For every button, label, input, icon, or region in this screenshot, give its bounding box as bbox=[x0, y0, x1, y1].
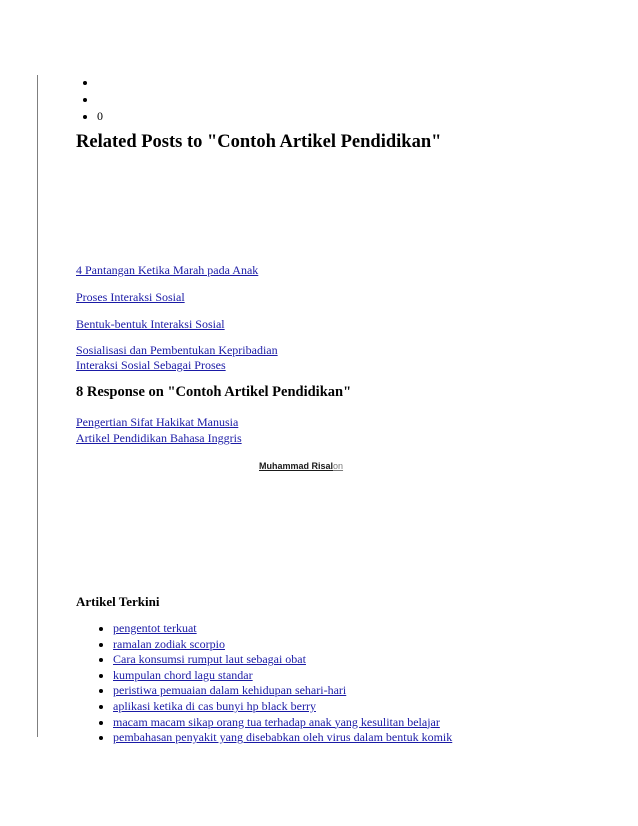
recent-article-link[interactable]: Cara konsumsi rumput laut sebagai obat bbox=[113, 652, 306, 667]
list-item bbox=[113, 683, 452, 699]
comment-count: • 0 bbox=[97, 108, 103, 125]
list-item bbox=[113, 730, 452, 746]
recent-article-link[interactable]: pembahasan penyakit yang disebabkan oleh virus dalam bentuk komik bbox=[113, 730, 453, 745]
list-item bbox=[97, 91, 103, 108]
list-item bbox=[97, 74, 103, 91]
list-item bbox=[113, 621, 452, 637]
related-posts-heading: Related Posts to "Contoh Artikel Pendidikan" bbox=[76, 132, 442, 152]
top-bullet-list bbox=[77, 74, 103, 125]
response-link[interactable]: Artikel Pendidikan Bahasa Inggris bbox=[76, 431, 242, 445]
recent-articles-heading: Artikel Terkini bbox=[76, 594, 160, 609]
recent-article-link[interactable]: macam macam sikap orang tua terhadap anak yang kesulitan belajar bbox=[113, 714, 440, 729]
responses-heading: 8 Response on "Contoh Artikel Pendidikan" bbox=[76, 384, 352, 400]
recent-article-link[interactable]: ramalan zodiak scorpio bbox=[113, 636, 225, 651]
comment-author-suffix: on bbox=[333, 461, 344, 471]
related-post-link[interactable]: Interaksi Sosial Sebagai Proses bbox=[76, 358, 226, 372]
comment-author-line bbox=[259, 461, 343, 471]
recent-article-link[interactable]: peristiwa pemuaian dalam kehidupan sehari-hari bbox=[113, 683, 347, 698]
response-link[interactable]: Pengertian Sifat Hakikat Manusia bbox=[76, 415, 239, 429]
related-post-link[interactable]: 4 Pantangan Ketika Marah pada Anak bbox=[76, 263, 259, 277]
list-item bbox=[113, 652, 452, 668]
related-post-link[interactable]: Proses Interaksi Sosial bbox=[76, 290, 185, 304]
related-post-link[interactable]: Sosialisasi dan Pembentukan Kepribadian bbox=[76, 343, 278, 357]
related-post-link[interactable]: Bentuk-bentuk Interaksi Sosial bbox=[76, 317, 225, 331]
list-item bbox=[113, 668, 452, 684]
recent-article-link[interactable]: aplikasi ketika di cas bunyi hp black berry bbox=[113, 698, 316, 713]
recent-article-link[interactable]: kumpulan chord lagu standar bbox=[113, 667, 253, 682]
left-border-rule bbox=[37, 75, 38, 737]
list-item bbox=[113, 637, 452, 653]
comment-author-link[interactable]: Muhammad Risal bbox=[259, 461, 334, 471]
recent-articles-list bbox=[93, 621, 452, 746]
list-item bbox=[113, 715, 452, 731]
recent-article-link[interactable]: pengentot terkuat bbox=[113, 621, 197, 635]
list-item bbox=[113, 699, 452, 715]
